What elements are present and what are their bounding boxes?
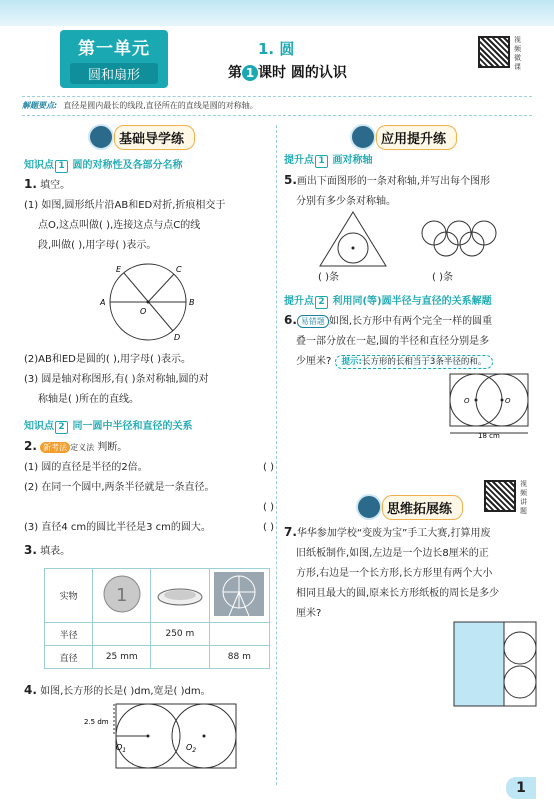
two-circles-rect-figure [80,702,240,770]
svg-text:1: 1 [115,585,128,606]
unit-title: 第一单元 [78,39,150,59]
data-table [44,568,270,669]
label-C: C [176,265,182,274]
triangle-circle-figure [318,210,388,268]
circle-figure [96,262,206,344]
label-B: B [189,298,195,307]
overlapping-circles-figure [444,372,534,440]
label-D: D [174,333,181,342]
label-O2: $O_2$ [186,743,197,754]
olympic-rings-figure [420,218,498,258]
label-18cm: 18 cm [478,432,500,440]
q5-answer-2: ( )条 [432,272,453,283]
mascot-icon [350,124,376,150]
mascot-icon [356,494,382,520]
row-head-radius: 半径 [45,623,93,646]
banner-extend: 思维拓展练 [382,495,463,520]
coin-image [93,569,151,623]
right-banner-2 [356,494,463,520]
label-E: E [116,265,122,274]
stadium-image [151,569,209,623]
label-2-5dm: 2.5 dm [84,718,109,726]
section-title: 1. 圆 [258,40,295,58]
knowledge-point-1: 知识点 1 圆的对称性及各部分名称 [24,160,183,171]
mascot-icon [88,124,114,150]
coin-icon [102,574,142,614]
tag-new: 新考法 [40,442,70,453]
unit-badge [60,30,168,88]
improve-point-1: 提升点 1 画对称轴 [284,155,373,166]
key-points-label: 解题要点: [22,101,58,110]
tag-error-prone: 易错题 [297,315,329,328]
lesson-number: 1 [242,65,258,81]
column-divider [276,125,277,785]
qr-code-icon-2[interactable] [484,480,516,512]
ferris-wheel-icon [214,572,264,616]
q5-answer-1: ( )条 [318,272,339,283]
knowledge-point-2: 知识点 2 同一圆中半径和直径的关系 [24,421,193,432]
label-A: A [100,298,106,307]
cell-radius-250: 250 m [151,623,209,646]
unit-subtitle: 圆和扇形 [70,63,158,84]
banner-apply: 应用提升练 [376,125,457,150]
cell-diameter-88: 88 m [209,646,269,669]
stadium-icon [155,577,205,611]
qr-label-2: 视频讲题 [520,480,527,515]
question-1-cont: (2)AB和ED是圆的( ),用字母( )表示。 (3) 圆是轴对称图形,有( )条对称轴,圆的对 称轴是( )所在的直线。 [24,354,209,405]
left-banner [88,124,195,150]
qr-label: 视频微课 [514,36,521,71]
question-1: 1. 填空。 (1) 如图,圆形纸片沿AB和ED对折,折痕相交于 点O,这点叫做( ),连接这点与点C的线 段,叫做( ),用字母( )表示。 [24,177,226,251]
right-banner [350,124,457,150]
banner-basic: 基础导学练 [114,125,195,150]
label-O: O [140,307,147,316]
hint-box: 提示:长方形的长相当于3条半径的和。 [335,355,494,369]
question-5: 5.画出下面图形的一条对称轴,并写出每个图形 分别有多少条对称轴。 [284,173,491,207]
label-O1: $O_1$ [116,743,127,754]
key-points-bar [22,96,532,116]
square-rect-circles-figure [452,620,542,710]
page-number: 1 [506,777,536,799]
key-points-text: 直径是圆内最长的线段,直径所在的直线是圆的对称轴。 [63,101,258,110]
question-4: 4. 如图,长方形的长是( )dm,宽是( )dm。 [24,683,211,697]
question-2: 2. 新考法 定义法 判断。 (1) 圆的直径是半径的2倍。 ( ) (2) 在同一个圆中,两条半径就是一条直径。 ( ) (3) 直径4 cm的圆比半径是3 cm的圆大。 ( ) [24,439,274,533]
label-O2-b: O [505,397,511,405]
label-O1-b: O [464,397,470,405]
header-strip [0,0,554,26]
qr-code-icon[interactable] [478,36,510,68]
cell-diameter-25: 25 mm [93,646,151,669]
improve-point-2: 提升点 2 利用同(等)圆半径与直径的关系解题 [284,296,492,307]
question-7: 7.华华参加学校“变废为宝”手工大赛,打算用废 旧纸板制作,如图,左边是一个边长8厘米的正 方形,右边是一个长方形,长方形里有两个大小 相同且最大的圆,原来长方形纸板的周长是多少 厘米? [284,525,500,619]
lesson-title: 第 1 课时 圆的认识 [228,65,347,81]
ferris-wheel-image [209,569,269,623]
row-head-object: 实物 [45,569,93,623]
question-6: 6. 易错题 如图,长方形中有两个完全一样的圆重 叠一部分放在一起,圆的半径和直径分别是多 少厘米? 提示:长方形的长相当于3条半径的和。 [284,313,493,367]
row-head-diameter: 直径 [45,646,93,669]
question-3-title: 3. 填表。 [24,543,71,557]
